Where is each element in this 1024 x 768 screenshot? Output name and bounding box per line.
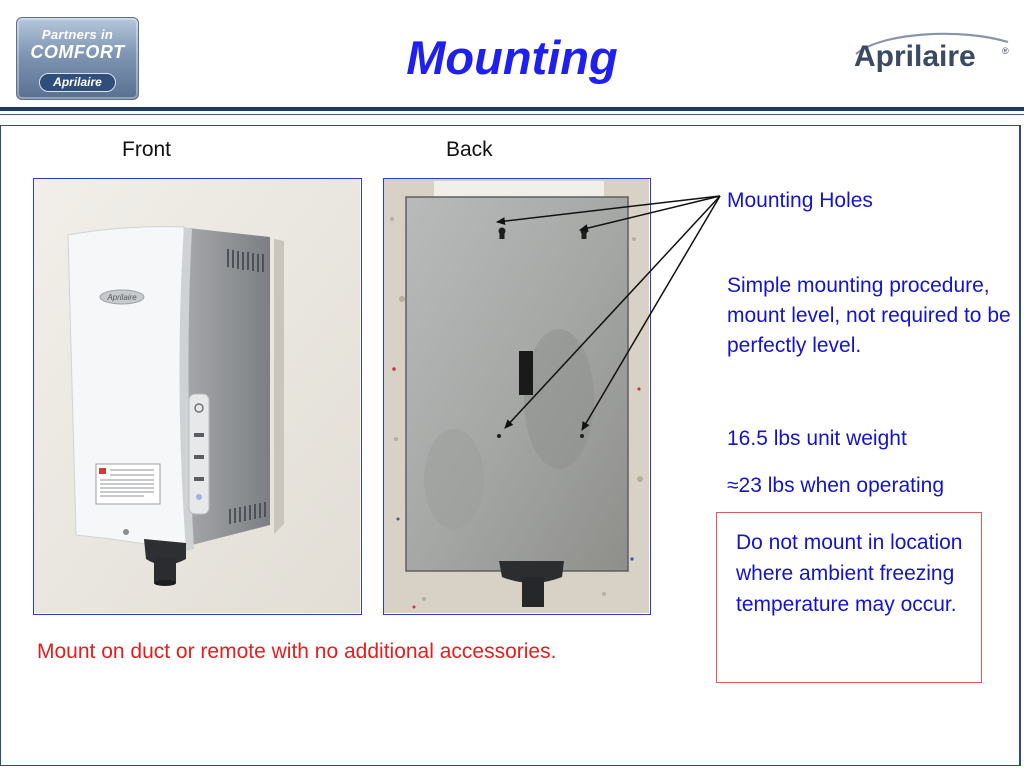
front-photo-caption: Front [122, 138, 172, 161]
aprilaire-logo [852, 26, 1012, 76]
back-photo [383, 178, 651, 615]
humidifier-front-illustration [34, 179, 360, 613]
back-photo-caption: Back [446, 138, 493, 161]
registered-mark: ® [1002, 46, 1009, 56]
logo-left-line2: COMFORT [30, 42, 125, 62]
logo-left-line1: Partners in [41, 27, 114, 42]
logo-left-brand: Aprilaire [39, 73, 116, 92]
mounting-procedure-text: Simple mounting procedure, mount level, not required to be perfectly level. [727, 274, 1011, 357]
front-brand-badge-text: Aprilaire [107, 293, 137, 302]
mounting-option-note: Mount on duct or remote with no additional accessories. [37, 640, 557, 663]
unit-weight-text: 16.5 lbs unit weight [727, 427, 907, 450]
humidifier-back-illustration [384, 179, 649, 613]
header-divider [0, 107, 1024, 111]
front-photo [33, 178, 362, 615]
lower-mounting-hole-left [497, 434, 501, 438]
mounting-holes-callout: Mounting Holes [727, 189, 873, 212]
freezing-warning-text: Do not mount in location where ambient freezing temperature may occur. [736, 531, 963, 616]
partners-in-comfort-logo [16, 17, 139, 100]
page-title: Mounting [406, 31, 618, 84]
operating-weight-text: ≈23 lbs when operating [727, 474, 945, 497]
lower-mounting-hole-right [580, 434, 584, 438]
aprilaire-logo-text: Aprilaire [854, 40, 976, 73]
header-divider-thin [0, 114, 1024, 115]
